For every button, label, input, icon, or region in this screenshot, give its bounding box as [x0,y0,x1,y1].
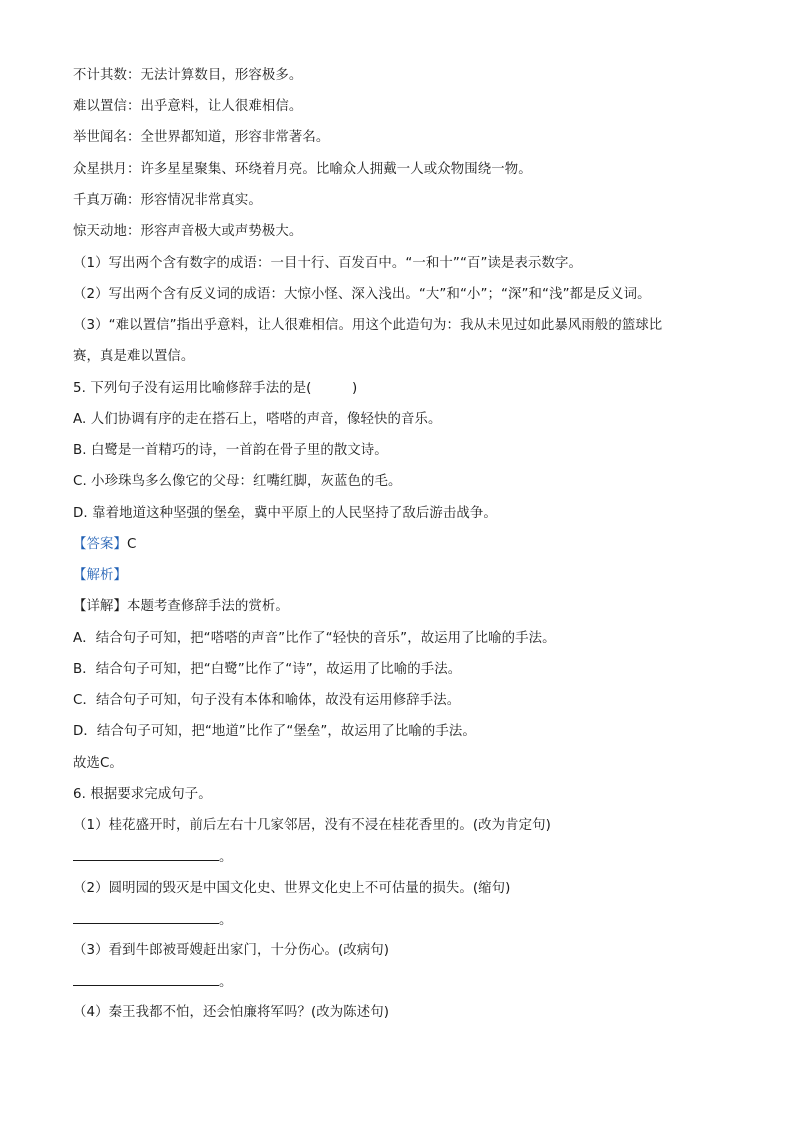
note-3-continued: 赛，真是难以置信。 [73,349,195,364]
question-6-item-1: （1）桂花盛开时，前后左右十几家邻居，没有不浸在桂花香里的。(改为肯定句) [73,818,551,833]
answer-line [73,536,136,554]
question-5-option-c: C. 小珍珠鸟多么像它的父母：红嘴红脚，灰蓝色的毛。 [73,474,402,489]
blank-line[interactable] [73,848,219,861]
conclusion-line: 故选C。 [73,756,123,771]
question-5-stem: 5. 下列句子没有运用比喻修辞手法的是( ) [73,381,358,396]
question-6-item-2: （2）圆明园的毁灭是中国文化史、世界文化史上不可估量的损失。(缩句) [73,881,511,896]
question-6-item-4: （4）秦王我都不怕，还会怕廉将军吗？(改为陈述句) [73,1005,390,1020]
explanation-c: C．结合句子可知，句子没有本体和喻体，故没有运用修辞手法。 [73,693,461,708]
question-5-option-b: B. 白鹭是一首精巧的诗，一首韵在骨子里的散文诗。 [73,443,388,458]
answer-value: C [126,537,137,552]
detail-line: 【详解】本题考查修辞手法的赏析。 [73,599,289,614]
explanation-b: B．结合句子可知，把“白鹭”比作了“诗”，故运用了比喻的手法。 [73,662,462,677]
idiom-line-1: 不计其数：无法计算数目，形容极多。 [73,68,303,83]
blank-line[interactable] [73,911,219,924]
blank-period: 。 [219,850,233,865]
idiom-line-4: 众星拱月：许多星星聚集、环绕着月亮。比喻众人拥戴一人或众物围绕一物。 [73,162,532,177]
idiom-line-2: 难以置信：出乎意料，让人很难相信。 [73,99,303,114]
question-5-option-d: D. 靠着地道这种坚强的堡垒，冀中平原上的人民坚持了敌后游击战争。 [73,506,497,521]
blank-line[interactable] [73,973,219,986]
explanation-a: A．结合句子可知，把“嗒嗒的声音”比作了“轻快的音乐”，故运用了比喻的手法。 [73,631,556,646]
blank-period: 。 [219,975,233,990]
note-3: （3）“难以置信”指出乎意料，让人很难相信。用这个此造句为：我从未见过如此暴风雨般的篮球比 [73,318,663,333]
idiom-line-5: 千真万确：形容情况非常真实。 [73,193,262,208]
answer-tag: 【答案】 [73,537,127,552]
answer-blank-1[interactable] [73,848,233,867]
answer-blank-2[interactable] [73,911,233,930]
question-6-item-3: （3）看到牛郎被哥嫂赶出家门，十分伤心。(改病句) [73,943,390,958]
analysis-tag: 【解析】 [73,568,127,583]
idiom-line-6: 惊天动地：形容声音极大或声势极大。 [73,224,303,239]
question-5-option-a: A. 人们协调有序的走在搭石上，嗒嗒的声音，像轻快的音乐。 [73,412,442,427]
blank-period: 。 [219,913,233,928]
answer-blank-3[interactable] [73,973,233,992]
explanation-d: D．结合句子可知，把“地道”比作了“堡垒”，故运用了比喻的手法。 [73,724,476,739]
question-6-stem: 6. 根据要求完成句子。 [73,787,212,802]
note-2: （2）写出两个含有反义词的成语：大惊小怪、深入浅出。“大”和“小”；“深”和“浅”都是反义词。 [73,287,651,302]
idiom-line-3: 举世闻名：全世界都知道，形容非常著名。 [73,130,330,145]
note-1: （1）写出两个含有数字的成语：一目十行、百发百中。“一和十”“百”读是表示数字。 [73,256,582,271]
